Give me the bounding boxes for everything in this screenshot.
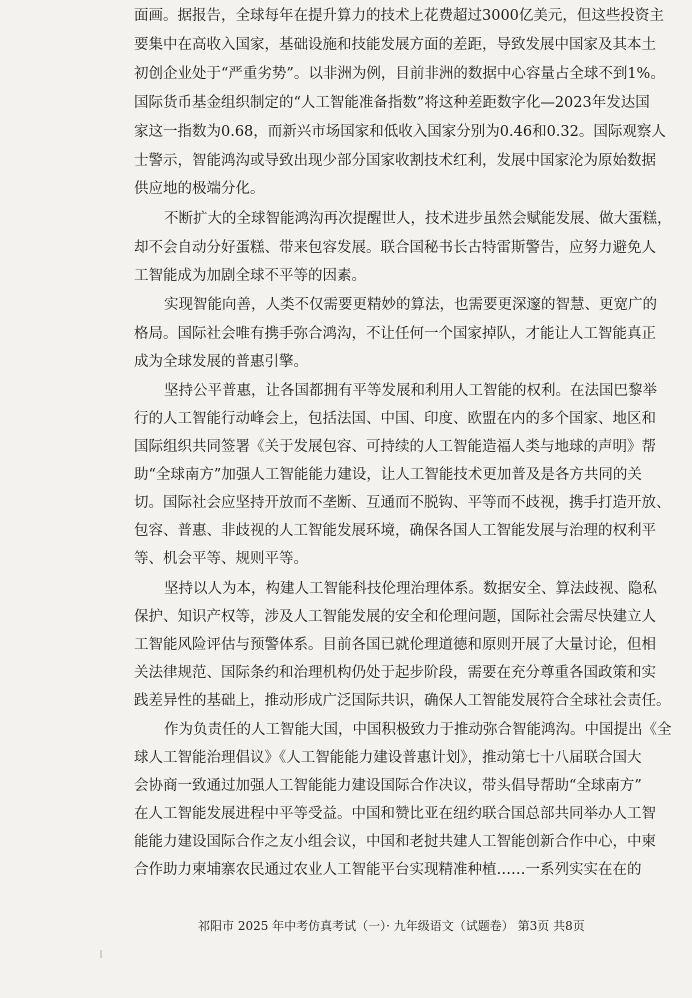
text-line: 士警示，智能鸿沟或导致出现少部分国家收割技术红利，发展中国家沦为原始数据	[134, 153, 656, 169]
text-line: 在人工智能发展进程中平等受益。中国和赞比亚在纽约联合国总部共同举办人工智	[134, 806, 656, 822]
text-line: 包容、普惠、非歧视的人工智能发展环境，确保各国人工智能发展与治理的权利平	[134, 523, 656, 539]
text-line: 球人工智能治理倡议》《人工智能能力建设普惠计划》，推动第七十八届联合国大	[134, 750, 642, 766]
text-line: 关法律规范、国际条约和治理机构仍处于起步阶段，需要在充分尊重各国政策和实	[134, 665, 656, 681]
paragraph-first-line: 实现智能向善，人类不仅需要更精妙的算法，也需要更深邃的智慧、更宽广的	[164, 297, 657, 313]
text-line: 保护、知识产权等，涉及人工智能发展的安全和伦理问题，国际社会需尽快建立人	[134, 609, 656, 625]
text-line: 工智能风险评估与预警体系。目前各国已就伦理道德和原则开展了大量讨论，但相	[134, 637, 656, 653]
text-line: 面画。据报告，全球每年在提升算力的技术上花费超过3000亿美元，但这些投资主	[134, 8, 664, 24]
text-line: 供应地的极端分化。	[134, 181, 265, 197]
text-line: 等、机会平等、规则平等。	[134, 551, 308, 567]
text-line: 行的人工智能行动峰会上，包括法国、中国、印度、欧盟在内的多个国家、地区和	[134, 411, 656, 427]
text-line: 国际组织共同签署《关于发展包容、可持续的人工智能造福人类与地球的声明》帮	[134, 439, 656, 455]
text-line: 践差异性的基础上，推动形成广泛国际共识，确保人工智能发展符合全球社会责任。	[134, 693, 671, 709]
text-line: 初创企业处于“严重劣势”。以非洲为例，目前非洲的数据中心容量占全球不到1%。	[134, 66, 665, 82]
text-line: 会协商一致通过加强人工智能能力建设国际合作决议，带头倡导帮助“全球南方”	[134, 778, 642, 794]
text-line: 能能力建设国际合作之友小组会议，中国和老挝共建人工智能创新合作中心，中柬	[134, 834, 656, 850]
page-footer: 祁阳市 2025 年中考仿真考试（一）· 九年级语文（试题卷） 第3页 共8页	[198, 919, 585, 933]
text-line: 国际货币基金组织制定的“人工智能准备指数”将这种差距数字化—2023年发达国	[134, 95, 650, 111]
text-line: 格局。国际社会唯有携手弥合鸿沟，不让任何一个国家掉队，才能让人工智能真正	[134, 326, 656, 342]
text-line: 切。国际社会应坚持开放而不垄断、互通而不脱钩、平等而不歧视，携手打造开放、	[134, 495, 671, 511]
text-line: 成为全球发展的普惠引擎。	[134, 354, 308, 370]
paragraph-first-line: 不断扩大的全球智能鸿沟再次提醒世人，技术进步虽然会赋能发展、做大蛋糕，	[164, 211, 672, 227]
text-line: 却不会自动分好蛋糕、带来包容发展。联合国秘书长古特雷斯警告，应努力避免人	[134, 240, 656, 256]
paragraph-first-line: 作为负责任的人工智能大国，中国积极致力于推动弥合智能鸿沟。中国提出《全	[164, 722, 672, 738]
text-line: 助“全球南方”加强人工智能能力建设，让人工智能技术更加普及是各方共同的关	[134, 467, 642, 483]
text-line: 要集中在高收入国家，基础设施和技能发展方面的差距，导致发展中国家及其本土	[134, 37, 656, 53]
paragraph-first-line: 坚持公平普惠，让各国都拥有平等发展和利用人工智能的权利。在法国巴黎举	[164, 383, 657, 399]
text-line: 合作助力柬埔寨农民通过农业人工智能平台实现精准种植……一系列实实在在的	[134, 862, 642, 878]
text-line: 家这一指数为0.68，而新兴市场国家和低收入国家分别为0.46和0.32。国际观察人	[134, 124, 666, 140]
paragraph-first-line: 坚持以人为本，构建人工智能科技伦理治理体系。数据安全、算法歧视、隐私	[164, 581, 657, 597]
paper-mark	[100, 950, 102, 958]
text-line: 工智能成为加剧全球不平等的因素。	[134, 268, 366, 284]
